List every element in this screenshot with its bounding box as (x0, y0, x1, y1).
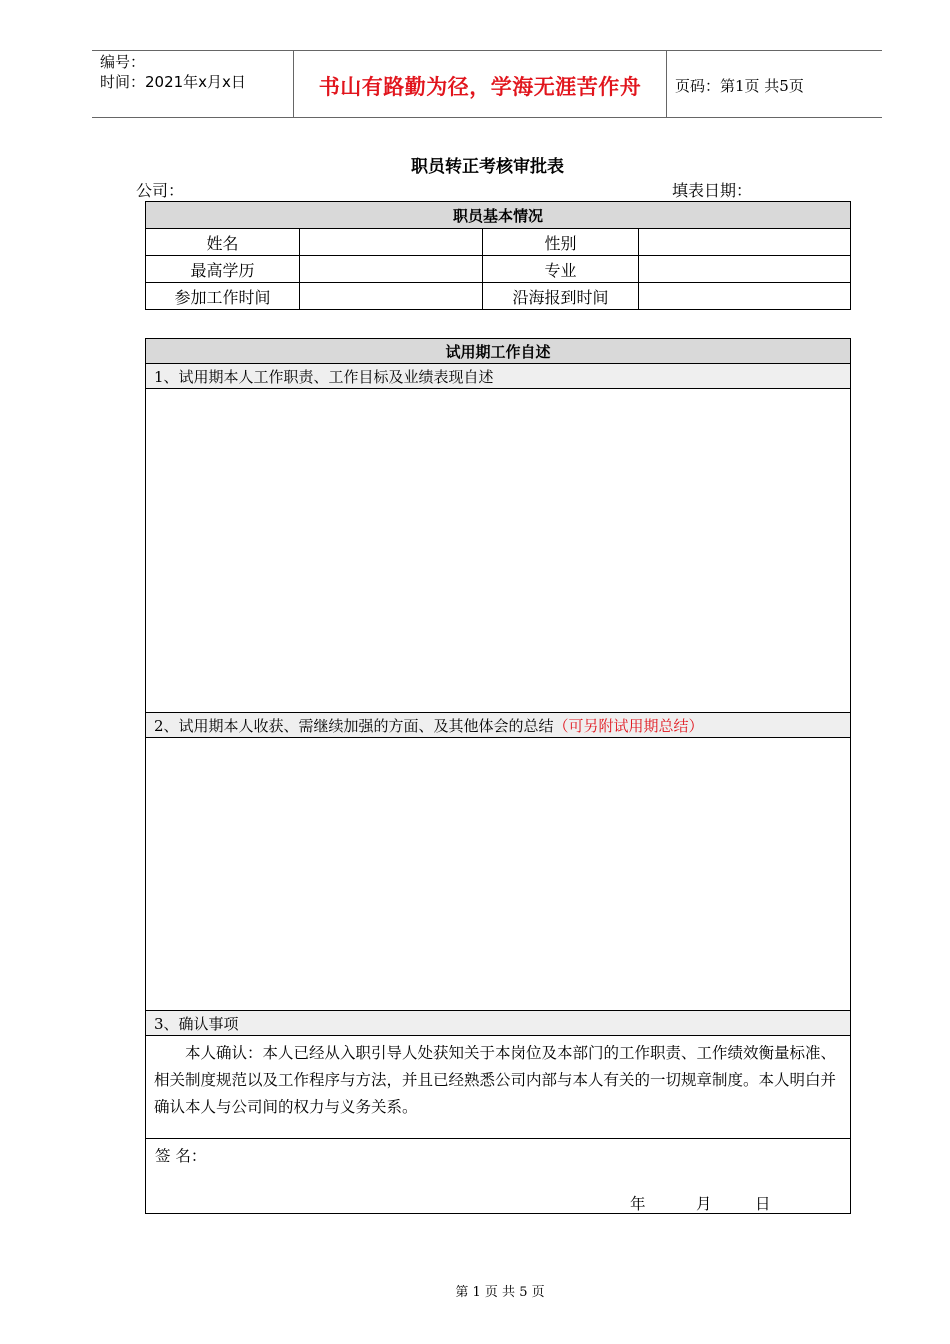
item1-field[interactable] (146, 389, 851, 713)
name-field[interactable] (300, 229, 483, 256)
signature-cell[interactable] (146, 1139, 851, 1214)
basic-info-heading: 职员基本情况 (146, 202, 851, 229)
page-title: 职员转正考核审批表 (411, 157, 564, 177)
report-date-label: 沿海报到时间 (483, 283, 639, 310)
gender-field[interactable] (639, 229, 851, 256)
page-info: 页码：第1页 共5页 (675, 77, 804, 95)
self-review-heading: 试用期工作自述 (146, 339, 851, 364)
report-date-field[interactable] (639, 283, 851, 310)
time-label: 时间：2021年x月x日 (100, 73, 246, 91)
header-bottom-rule (92, 117, 882, 118)
month-label: 月 (696, 1195, 712, 1213)
table-row (146, 283, 851, 310)
item2-row (146, 713, 851, 738)
item1-label: 1、试用期本人工作职责、工作目标及业绩表现自述 (146, 364, 851, 389)
motto: 书山有路勤为径，学海无涯苦作舟 (318, 75, 642, 99)
work-start-label: 参加工作时间 (146, 283, 300, 310)
gender-label: 性别 (483, 229, 639, 256)
item3-label: 3、确认事项 (146, 1011, 851, 1036)
page-footer: 第 1 页 共 5 页 (455, 1285, 545, 1300)
name-label: 姓名 (146, 229, 300, 256)
self-review-table (145, 338, 851, 1214)
item2-field[interactable] (146, 738, 851, 1011)
company-label: 公司： (136, 181, 185, 200)
work-start-field[interactable] (300, 283, 483, 310)
signature-label: 签 名： (155, 1147, 207, 1165)
table-row (146, 229, 851, 256)
item2-label: 2、试用期本人收获、需继续加强的方面、及其他体会的总结 (154, 716, 554, 735)
major-field[interactable] (639, 256, 851, 283)
basic-info-table (145, 201, 851, 310)
day-label: 日 (755, 1195, 771, 1213)
number-label: 编号： (100, 53, 146, 71)
table-row (146, 256, 851, 283)
header-top-rule (92, 50, 882, 51)
confirm-text: 本人确认：本人已经从入职引导人处获知关于本岗位及本部门的工作职责、工作绩效衡量标准、相关制度规范以及工作程序与方法，并且已经熟悉公司内部与本人有关的一切规章制度。本人明白并确认本人与公司间的权力与义务关系。 (146, 1036, 851, 1139)
item2-note: （可另附试用期总结） (553, 716, 704, 735)
major-label: 专业 (483, 256, 639, 283)
education-label: 最高学历 (146, 256, 300, 283)
education-field[interactable] (300, 256, 483, 283)
header-divider-right (666, 50, 667, 117)
year-label: 年 (630, 1195, 646, 1213)
fill-date-label: 填表日期： (672, 181, 753, 200)
